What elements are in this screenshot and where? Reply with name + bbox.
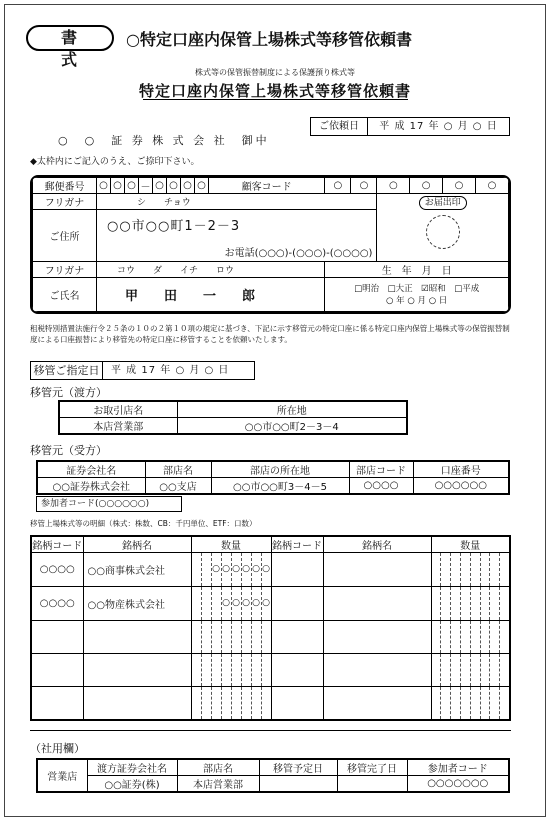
customer-code-digit[interactable]: ○ bbox=[325, 178, 351, 194]
customer-code-digit[interactable]: ○ bbox=[443, 178, 476, 194]
qty-digit bbox=[471, 621, 481, 653]
holding-name-field[interactable] bbox=[83, 621, 191, 654]
to-section-label: 移管元（受方） bbox=[30, 444, 107, 457]
holdings-note: 移管上場株式等の明細（株式：株数、CB：千円単位、ETF：口数） bbox=[30, 519, 257, 528]
qty-digit-grid bbox=[432, 654, 510, 686]
holding-qty-field[interactable] bbox=[191, 654, 271, 687]
qty-digit: ○ bbox=[212, 553, 222, 586]
holding-code-field[interactable] bbox=[31, 687, 83, 720]
holding-qty-field[interactable] bbox=[191, 621, 271, 654]
to-header: 部店の所在地 bbox=[211, 461, 349, 478]
qty-digit bbox=[252, 687, 262, 719]
holdings-header: 数量 bbox=[191, 536, 271, 553]
holding-name-field[interactable] bbox=[323, 687, 431, 720]
office-header: 移管完了日 bbox=[337, 759, 407, 776]
qty-digit bbox=[232, 687, 242, 719]
qty-digit-grid bbox=[192, 587, 271, 620]
holdings-header: 銘柄名 bbox=[83, 536, 191, 553]
birth-label: 生 年 月 日 bbox=[325, 262, 509, 278]
qty-digit bbox=[192, 687, 202, 719]
qty-digit bbox=[212, 621, 222, 653]
qty-digit bbox=[461, 654, 471, 686]
holding-code-field[interactable] bbox=[31, 654, 83, 687]
qty-digit bbox=[461, 687, 471, 719]
transfer-date-box bbox=[30, 361, 255, 380]
qty-digit bbox=[432, 553, 442, 586]
qty-digit bbox=[242, 621, 252, 653]
qty-digit bbox=[461, 553, 471, 586]
qty-digit bbox=[441, 687, 451, 719]
qty-digit bbox=[252, 654, 262, 686]
form-badge: 書 式 bbox=[26, 25, 114, 51]
qty-digit bbox=[461, 621, 471, 653]
holding-code-field[interactable] bbox=[271, 553, 323, 587]
postal-digit[interactable]: ○ bbox=[97, 178, 111, 194]
company-use-label: （社用欄） bbox=[30, 742, 85, 755]
qty-digit bbox=[500, 621, 509, 653]
holding-name-field[interactable]: ○○商事株式会社 bbox=[83, 553, 191, 587]
address-field[interactable] bbox=[97, 210, 377, 262]
holding-code-field[interactable] bbox=[271, 654, 323, 687]
holding-code-field[interactable] bbox=[271, 587, 323, 621]
holdings-row bbox=[31, 621, 510, 654]
transfer-date-field[interactable]: 平 成 17 年 ○ 月 ○ 日 bbox=[111, 365, 230, 376]
qty-digit bbox=[490, 687, 500, 719]
name-field[interactable]: 甲 田 一 郎 bbox=[97, 278, 325, 312]
office-row-label: 営業店 bbox=[37, 759, 87, 792]
qty-digit bbox=[490, 654, 500, 686]
form-title: 特定口座内保管上場株式等移管依頼書 bbox=[138, 82, 411, 100]
holding-code-field[interactable] bbox=[271, 621, 323, 654]
qty-digit bbox=[222, 687, 232, 719]
qty-digit bbox=[232, 654, 242, 686]
holding-qty-field[interactable] bbox=[191, 553, 271, 587]
postal-digit[interactable]: ○ bbox=[153, 178, 167, 194]
qty-digit bbox=[432, 621, 442, 653]
qty-digit bbox=[222, 654, 232, 686]
office-header: 移管予定日 bbox=[259, 759, 337, 776]
office-planned-date-field[interactable] bbox=[259, 776, 337, 793]
qty-digit bbox=[262, 621, 271, 653]
from-branch-field[interactable]: 本店営業部 bbox=[59, 418, 177, 435]
holding-name-field[interactable]: ○○物産株式会社 bbox=[83, 587, 191, 621]
request-date-label: ご依頼日 bbox=[311, 118, 368, 135]
request-date-box bbox=[310, 117, 510, 136]
qty-digit bbox=[202, 654, 212, 686]
to-account-number-field[interactable]: ○○○○○○ bbox=[413, 478, 509, 495]
qty-digit bbox=[441, 587, 451, 620]
addressee: ○ ○ 証 券 株 式 会 社 御中 bbox=[58, 134, 270, 147]
transfer-date-label: 移管ご指定日 bbox=[31, 362, 103, 379]
qty-digit bbox=[192, 621, 202, 653]
customer-code-label: 顧客コード bbox=[209, 178, 325, 194]
qty-digit: ○ bbox=[252, 587, 262, 620]
qty-digit-grid bbox=[192, 621, 271, 653]
qty-digit: ○ bbox=[252, 553, 262, 586]
address-label: ご住所 bbox=[33, 210, 97, 262]
holding-name-field[interactable] bbox=[323, 553, 431, 587]
qty-digit bbox=[262, 654, 271, 686]
qty-digit: ○ bbox=[222, 587, 232, 620]
qty-digit bbox=[202, 553, 212, 586]
qty-digit bbox=[192, 654, 202, 686]
holding-code-field[interactable] bbox=[31, 621, 83, 654]
postal-digit[interactable]: ○ bbox=[195, 178, 209, 194]
to-branch-code-field[interactable]: ○○○○ bbox=[349, 478, 413, 495]
from-header: お取引店名 bbox=[59, 401, 177, 418]
holdings-header: 銘柄コード bbox=[271, 536, 323, 553]
customer-info-box bbox=[30, 175, 511, 314]
holding-code-field[interactable]: ○○○○ bbox=[31, 587, 83, 621]
qty-digit bbox=[481, 654, 491, 686]
qty-digit bbox=[441, 621, 451, 653]
holding-qty-field[interactable] bbox=[431, 687, 510, 720]
qty-digit bbox=[202, 687, 212, 719]
postal-hyphen: － bbox=[139, 178, 153, 194]
office-header: 渡方証券会社名 bbox=[87, 759, 177, 776]
address-value: ○○市○○町1－2－3 bbox=[107, 219, 241, 234]
holding-qty-field[interactable] bbox=[431, 553, 510, 587]
postal-digit[interactable]: ○ bbox=[125, 178, 139, 194]
qty-digit bbox=[481, 621, 491, 653]
to-company-field[interactable]: ○○証券株式会社 bbox=[37, 478, 145, 495]
qty-digit bbox=[461, 587, 471, 620]
qty-digit: ○ bbox=[232, 587, 242, 620]
phone-value: お電話(○○○)-(○○○)-(○○○○) bbox=[224, 248, 373, 259]
office-participant-code-field[interactable]: ○○○○○○○ bbox=[407, 776, 509, 793]
name-furigana-label: フリガナ bbox=[33, 262, 97, 278]
qty-digit bbox=[471, 654, 481, 686]
consent-text: 租税特別措置法施行令２５条の１０の２第１０項の規定に基づき、下記に示す移管元の特定口座に係る特定口座内保管上場株式等の保管振替制度による口座振替により移管先の特定口座に移管することを依頼いたします。 bbox=[30, 324, 510, 344]
qty-digit-grid bbox=[192, 553, 271, 586]
holding-qty-field[interactable] bbox=[431, 621, 510, 654]
qty-digit bbox=[202, 587, 212, 620]
qty-digit bbox=[471, 553, 481, 586]
qty-digit-grid bbox=[432, 687, 510, 719]
customer-code-digit[interactable]: ○ bbox=[475, 178, 508, 194]
to-table bbox=[36, 460, 510, 495]
qty-digit bbox=[432, 687, 442, 719]
qty-digit bbox=[242, 654, 252, 686]
from-table bbox=[58, 400, 408, 435]
office-header: 参加者コード bbox=[407, 759, 509, 776]
office-company-field[interactable]: ○○証券(株) bbox=[87, 776, 177, 793]
holding-name-field[interactable] bbox=[83, 654, 191, 687]
holding-qty-field[interactable] bbox=[431, 587, 510, 621]
customer-code-digit[interactable]: ○ bbox=[377, 178, 410, 194]
holdings-table bbox=[30, 535, 511, 721]
qty-digit bbox=[432, 654, 442, 686]
qty-digit bbox=[192, 587, 202, 620]
qty-digit bbox=[481, 587, 491, 620]
holding-code-field[interactable]: ○○○○ bbox=[31, 553, 83, 587]
holding-name-field[interactable] bbox=[323, 621, 431, 654]
to-header: 部店コード bbox=[349, 461, 413, 478]
qty-digit bbox=[232, 621, 242, 653]
holding-qty-field[interactable] bbox=[191, 587, 271, 621]
qty-digit bbox=[252, 621, 262, 653]
office-table bbox=[36, 758, 510, 793]
qty-digit: ○ bbox=[242, 553, 252, 586]
request-date-field[interactable]: 平 成 17 年 ○ 月 ○ 日 bbox=[379, 121, 498, 132]
to-header: 口座番号 bbox=[413, 461, 509, 478]
qty-digit bbox=[451, 621, 461, 653]
header-title: ○特定口座内保管上場株式等移管依頼書 bbox=[126, 30, 412, 49]
seal-circle-icon bbox=[426, 215, 460, 249]
qty-digit: ○ bbox=[262, 564, 270, 574]
holding-qty-field[interactable] bbox=[191, 687, 271, 720]
qty-digit bbox=[192, 553, 202, 586]
form-subnote: 株式等の保管振替制度による保護預り株式等 bbox=[195, 68, 355, 77]
holdings-row bbox=[31, 687, 510, 720]
from-section-label: 移管元（渡方） bbox=[30, 386, 107, 399]
qty-digit bbox=[432, 587, 442, 620]
qty-digit bbox=[441, 553, 451, 586]
holdings-header: 数量 bbox=[431, 536, 510, 553]
to-header: 部店名 bbox=[145, 461, 211, 478]
postal-digit[interactable]: ○ bbox=[111, 178, 125, 194]
to-header: 証券会社名 bbox=[37, 461, 145, 478]
qty-digit bbox=[490, 553, 500, 586]
qty-digit bbox=[481, 687, 491, 719]
qty-digit bbox=[451, 553, 461, 586]
qty-digit bbox=[451, 687, 461, 719]
qty-digit bbox=[490, 587, 500, 620]
qty-digit bbox=[481, 553, 491, 586]
to-branch-field[interactable]: ○○支店 bbox=[145, 478, 211, 495]
qty-digit bbox=[262, 687, 271, 719]
qty-digit: ○ bbox=[242, 587, 252, 620]
address-furigana-label: フリガナ bbox=[33, 194, 97, 210]
customer-code-digit[interactable]: ○ bbox=[351, 178, 377, 194]
birth-field[interactable] bbox=[325, 278, 509, 312]
holding-name-field[interactable] bbox=[323, 654, 431, 687]
birth-value: ○ 年 ○ 月 ○ 日 bbox=[386, 295, 448, 306]
instruction-text: ◆太枠内にご記入のうえ、ご捺印下さい。 bbox=[30, 157, 200, 167]
title-underline bbox=[143, 99, 408, 100]
qty-digit bbox=[212, 587, 222, 620]
holding-code-field[interactable] bbox=[271, 687, 323, 720]
seal-label: お届出印 bbox=[419, 196, 467, 210]
qty-digit bbox=[242, 687, 252, 719]
office-completed-date-field[interactable] bbox=[337, 776, 407, 793]
qty-digit bbox=[222, 621, 232, 653]
qty-digit bbox=[212, 687, 222, 719]
holdings-row bbox=[31, 587, 510, 621]
qty-digit bbox=[500, 553, 509, 586]
from-address-field[interactable]: ○○市○○町2－3－4 bbox=[177, 418, 407, 435]
qty-digit bbox=[451, 587, 461, 620]
section-divider bbox=[30, 730, 511, 731]
holding-name-field[interactable] bbox=[323, 587, 431, 621]
office-branch-field[interactable]: 本店営業部 bbox=[177, 776, 259, 793]
qty-digit bbox=[451, 654, 461, 686]
qty-digit bbox=[490, 621, 500, 653]
office-header: 部店名 bbox=[177, 759, 259, 776]
qty-digit: ○ bbox=[262, 598, 270, 608]
holdings-header: 銘柄名 bbox=[323, 536, 431, 553]
qty-digit: ○ bbox=[232, 553, 242, 586]
from-header: 所在地 bbox=[177, 401, 407, 418]
holding-qty-field[interactable] bbox=[431, 654, 510, 687]
qty-digit-grid bbox=[192, 687, 271, 719]
holdings-row bbox=[31, 553, 510, 587]
seal-area bbox=[377, 194, 509, 262]
qty-digit-grid bbox=[432, 621, 510, 653]
postal-digit[interactable]: ○ bbox=[167, 178, 181, 194]
postal-digit[interactable]: ○ bbox=[181, 178, 195, 194]
customer-code-digit[interactable]: ○ bbox=[410, 178, 443, 194]
qty-digit-grid bbox=[432, 553, 510, 586]
qty-digit bbox=[441, 654, 451, 686]
qty-digit bbox=[212, 654, 222, 686]
name-label: ご氏名 bbox=[33, 278, 97, 312]
qty-digit bbox=[202, 621, 212, 653]
qty-digit bbox=[471, 587, 481, 620]
holding-name-field[interactable] bbox=[83, 687, 191, 720]
holdings-row bbox=[31, 654, 510, 687]
address-furigana-field[interactable]: シ チョウ bbox=[97, 194, 377, 210]
name-furigana-field[interactable]: コウ ダ イチ ロウ bbox=[97, 262, 325, 278]
qty-digit bbox=[500, 587, 509, 620]
to-branch-address-field[interactable]: ○○市○○町3－4－5 bbox=[211, 478, 349, 495]
qty-digit bbox=[471, 687, 481, 719]
postal-label: 郵便番号 bbox=[33, 178, 97, 194]
qty-digit-grid bbox=[192, 654, 271, 686]
qty-digit bbox=[500, 654, 509, 686]
qty-digit bbox=[500, 687, 509, 719]
era-options: □明治 □大正 ☑昭和 □平成 bbox=[354, 283, 480, 294]
qty-digit-grid bbox=[432, 587, 510, 620]
participant-code-field[interactable]: 参加者コード(○○○○○○) bbox=[36, 496, 182, 512]
qty-digit: ○ bbox=[222, 553, 232, 586]
holdings-header: 銘柄コード bbox=[31, 536, 83, 553]
